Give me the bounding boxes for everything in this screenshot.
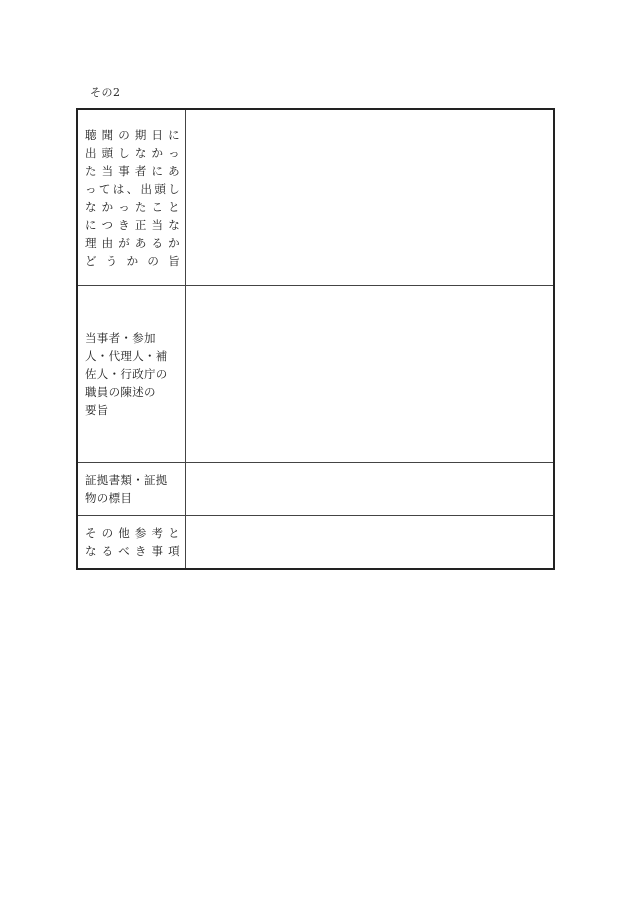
row-label [85,524,180,560]
label-line: 職員の陳述の [85,385,156,399]
label-line: 当事者・参加 [85,331,156,345]
label-line: どうかの旨 [85,253,180,268]
label-line: なかったこと [85,199,180,214]
label-line: た当事者にあ [85,163,180,178]
label-line: 理由があるか [85,235,180,250]
table-row-other-notes [77,516,554,570]
label-cell-statements [77,286,186,463]
table-row-evidence [77,463,554,516]
label-line: 聴聞の期日に [85,127,180,142]
label-line: っては、出頭し [85,181,180,196]
row-label [85,126,180,270]
label-line: その他参考と [85,526,180,540]
value-cell-other-notes[interactable] [186,516,555,570]
label-line: 人・代理人・補 [85,349,168,363]
value-cell-statements[interactable] [186,286,555,463]
table-row-absence-reason [77,109,554,286]
label-line: 物の標目 [85,491,133,505]
label-cell-other-notes [77,516,186,570]
label-line: なるべき事項 [85,544,180,558]
label-line: につき正当な [85,217,180,232]
label-line: 出頭しなかっ [85,145,180,160]
label-line: 佐人・行政庁の [85,367,168,381]
value-cell-absence-reason[interactable] [186,109,555,286]
label-line: 証拠書類・証拠 [85,473,168,487]
label-cell-absence-reason [77,109,186,286]
label-cell-evidence [77,463,186,516]
table-row-statements [77,286,554,463]
label-line: 要旨 [85,403,109,417]
row-label [85,471,180,507]
row-label [85,329,180,419]
value-cell-evidence[interactable] [186,463,555,516]
hearing-record-table [76,108,555,570]
page-label: その2 [90,86,121,99]
